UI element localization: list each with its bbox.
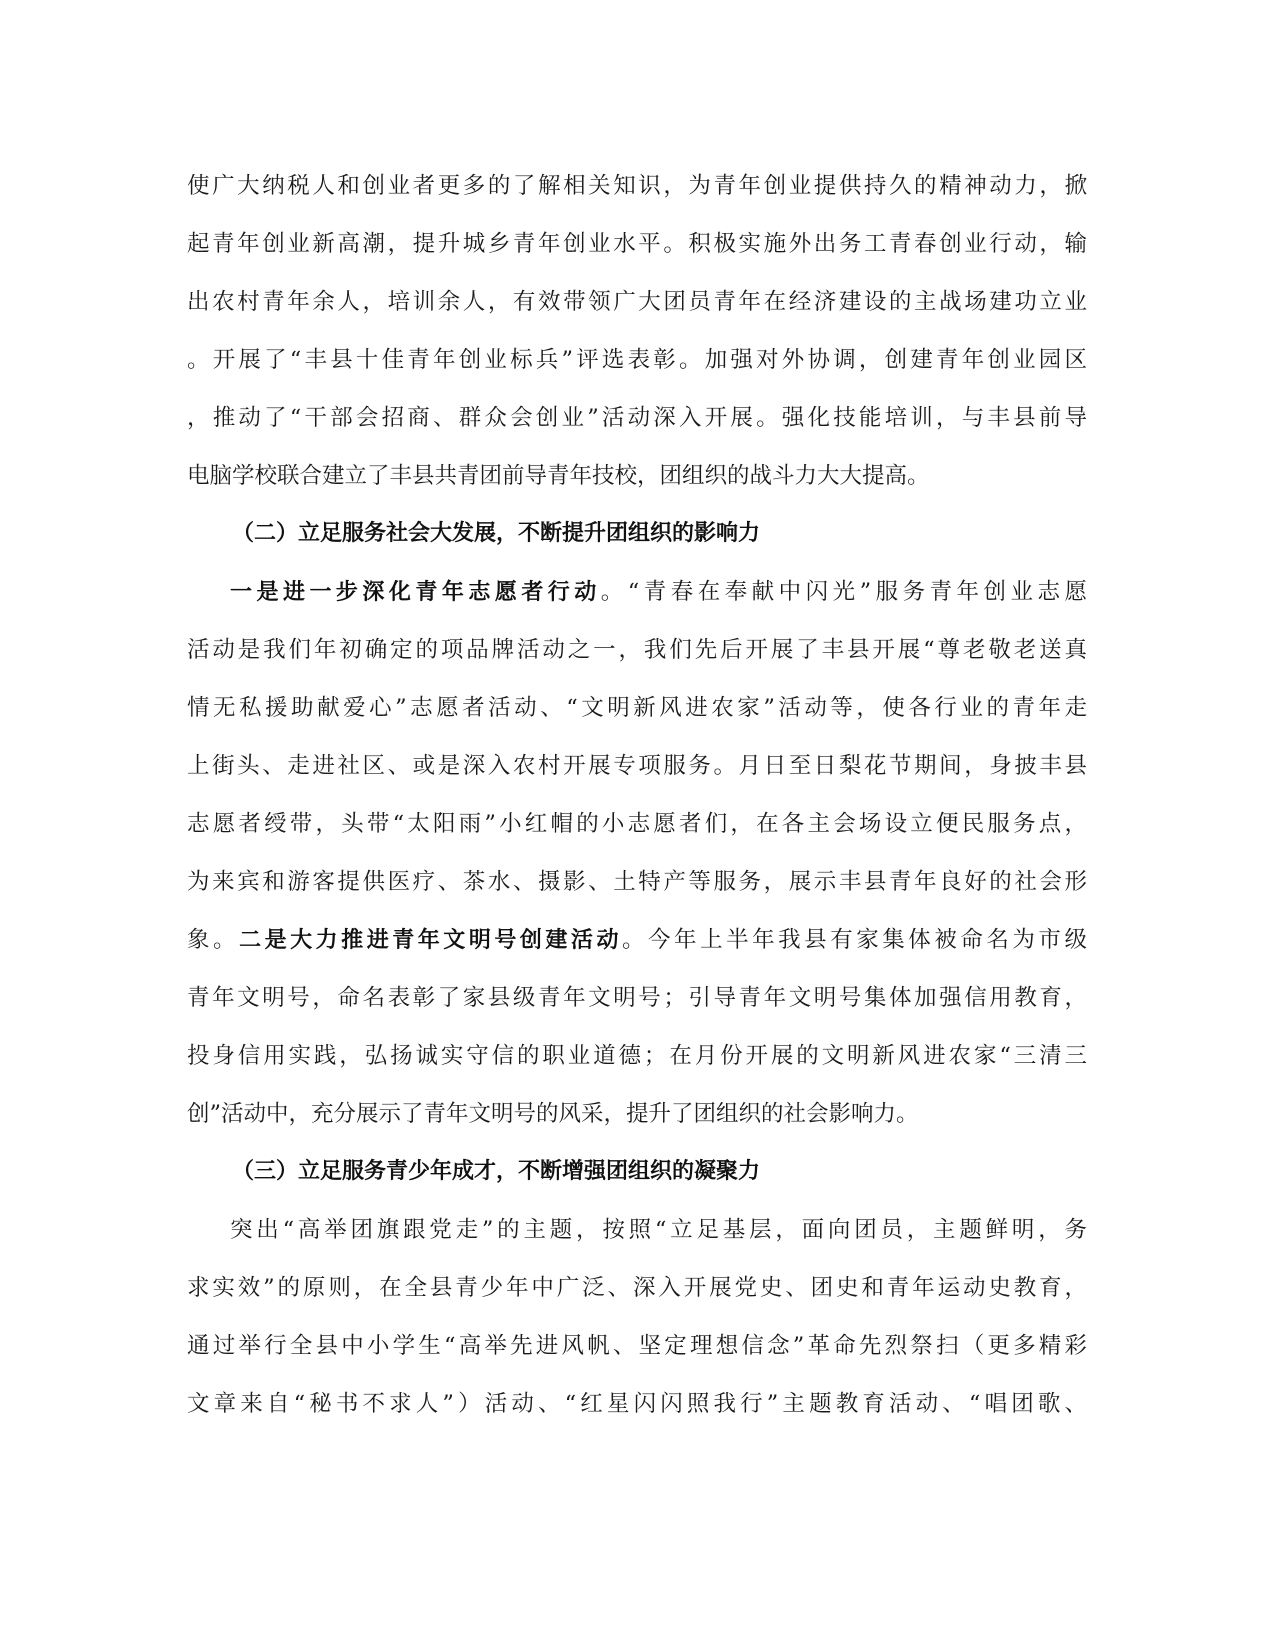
body-text-span: 。“青春在奉献中闪光”服务青年创业志愿	[600, 579, 1087, 605]
body-text-line: 求实效”的原则，在全县青少年中广泛、深入开展党史、团史和青年运动史教育，	[187, 1275, 1087, 1301]
body-text-line: 上街头、走进社区、或是深入农村开展专项服务。月日至日梨花节期间，身披丰县	[187, 753, 1087, 779]
body-text-line: 起青年创业新高潮，提升城乡青年创业水平。积极实施外出务工青春创业行动，输	[187, 231, 1087, 257]
section-heading: （二）立足服务社会大发展，不断提升团组织的影响力	[232, 521, 761, 546]
body-text-line: 电脑学校联合建立了丰县共青团前导青年技校，团组织的战斗力大大提高。	[187, 463, 930, 489]
body-text-span: 象。	[187, 927, 240, 953]
body-text-line: 投身信用实践，弘扬诚实守信的职业道德；在月份开展的文明新风进农家“三清三	[187, 1043, 1087, 1069]
section-heading: （三）立足服务青少年成才，不断增强团组织的凝聚力	[232, 1159, 761, 1184]
body-text-line: 情无私援助献爱心”志愿者活动、“文明新风进农家”活动等，使各行业的青年走	[187, 695, 1087, 721]
body-text-line: 志愿者绶带，头带“太阳雨”小红帽的小志愿者们，在各主会场设立便民服务点，	[187, 811, 1087, 837]
body-text-line: 通过举行全县中小学生“高举先进风帆、坚定理想信念”革命先烈祭扫（更多精彩	[187, 1333, 1087, 1359]
body-text-line	[187, 920, 1087, 960]
body-text-line: 突出“高举团旗跟党走”的主题，按照“立足基层，面向团员，主题鲜明，务	[230, 1217, 1087, 1243]
body-text-line: 青年文明号，命名表彰了家县级青年文明号；引导青年文明号集体加强信用教育，	[187, 985, 1087, 1011]
bold-lead-text: 一是进一步深化青年志愿者行动	[230, 580, 601, 605]
body-text-span: 。今年上半年我县有家集体被命名为市级	[621, 927, 1087, 953]
body-text-line: 创”活动中，充分展示了青年文明号的风采，提升了团组织的社会影响力。	[187, 1101, 919, 1127]
body-text-line: 出农村青年余人，培训余人，有效带领广大团员青年在经济建设的主战场建功立业	[187, 289, 1087, 315]
body-text-line: 为来宾和游客提供医疗、茶水、摄影、土特产等服务，展示丰县青年良好的社会形	[187, 869, 1087, 895]
body-text-line: ，推动了“干部会招商、群众会创业”活动深入开展。强化技能培训，与丰县前导	[187, 405, 1087, 431]
body-text-line: 文章来自“秘书不求人”）活动、“红星闪闪照我行”主题教育活动、“唱团歌、	[187, 1391, 1087, 1417]
body-text-line: 。开展了“丰县十佳青年创业标兵”评选表彰。加强对外协调，创建青年创业园区	[187, 347, 1087, 373]
body-text-line	[230, 572, 1087, 612]
body-text-line: 活动是我们年初确定的项品牌活动之一，我们先后开展了丰县开展“尊老敬老送真	[187, 637, 1087, 663]
body-text-line: 使广大纳税人和创业者更多的了解相关知识，为青年创业提供持久的精神动力，掀	[187, 173, 1087, 199]
bold-lead-text: 二是大力推进青年文明号创建活动	[239, 928, 622, 953]
